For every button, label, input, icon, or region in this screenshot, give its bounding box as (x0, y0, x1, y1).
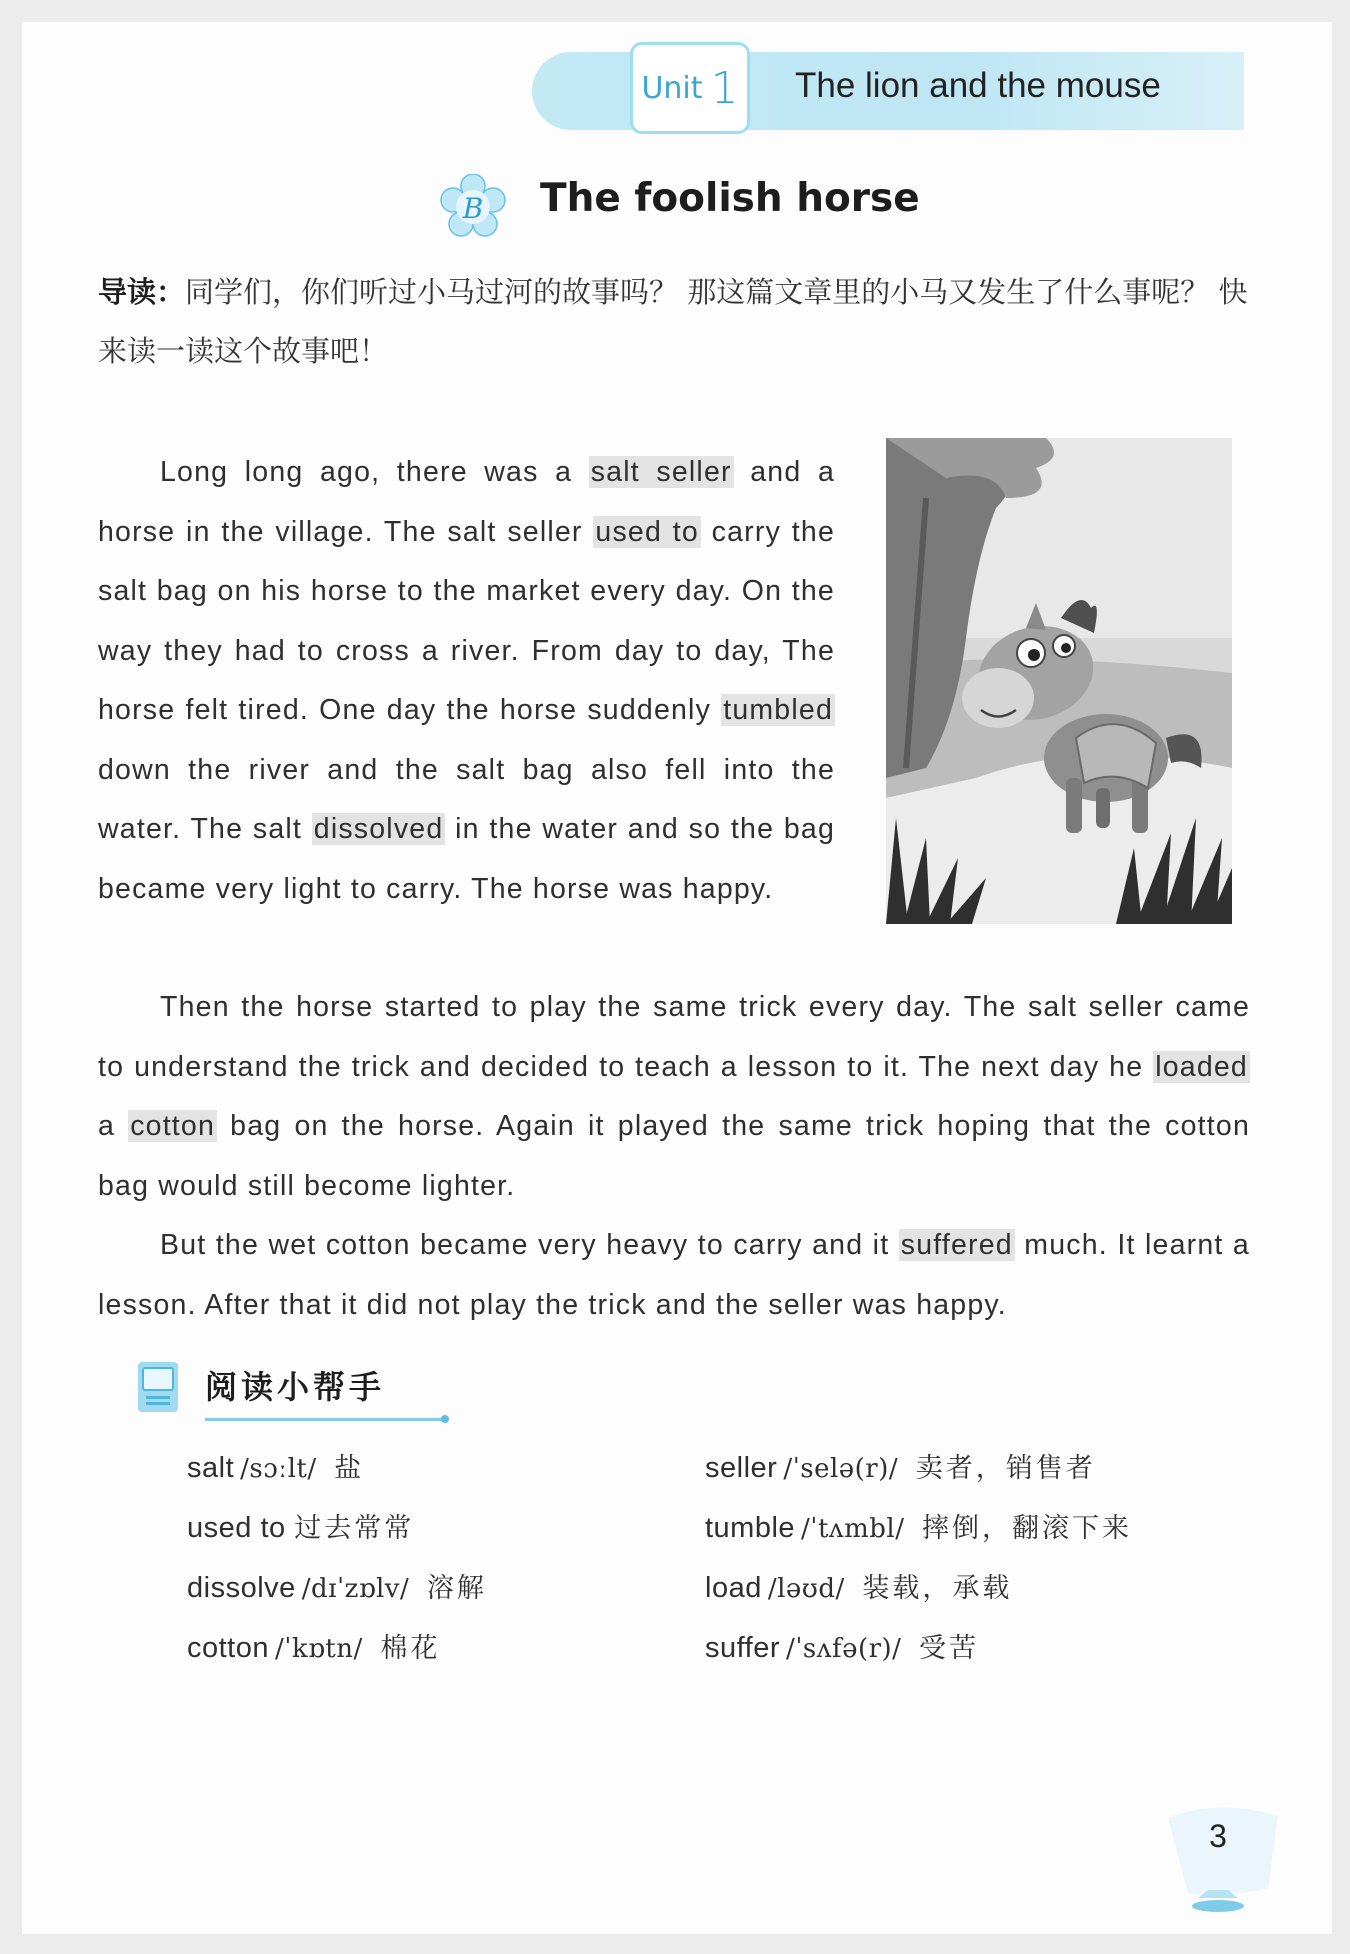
unit-title: The lion and the mouse (795, 66, 1161, 105)
vocab-highlight: loaded (1155, 1050, 1248, 1083)
vocab-ipa: /sɔːlt/ (240, 1454, 317, 1484)
vocab-highlight: dissolved (313, 813, 444, 845)
vocab-ipa: /ˈtʌmbl/ (801, 1514, 905, 1544)
story-text: and a horse in the village. The salt seller (98, 456, 835, 548)
vocab-highlight: salt seller (590, 456, 732, 488)
vocab-meaning: 过去常常 (294, 1513, 415, 1544)
vocab-meaning: 盐 (322, 1453, 365, 1484)
reading-helper-title: 阅读小帮手 (205, 1368, 386, 1406)
section-title: The foolish horse (540, 176, 920, 221)
vocab-meaning: 棉花 (368, 1633, 441, 1664)
helper-underline-dot (441, 1415, 449, 1423)
vocab-item (187, 1626, 440, 1665)
story-text: down the river and the salt bag also fell into the water. The salt (98, 753, 835, 845)
vocab-word: load (705, 1572, 762, 1604)
unit-word: Unit (641, 70, 703, 106)
story-text: But the wet cotton became very heavy to carry and it (160, 1229, 899, 1261)
vocab-word: suffer (705, 1632, 781, 1664)
vocab-highlight: cotton (130, 1110, 216, 1142)
helper-underline (205, 1418, 445, 1421)
book-computer-icon (132, 1358, 184, 1418)
vocab-item (705, 1506, 1132, 1545)
vocab-item (187, 1566, 487, 1605)
story-text: Long long ago, there was a (160, 456, 589, 488)
vocab-item (705, 1566, 1012, 1605)
vocab-word: tumble (705, 1512, 796, 1544)
story-text: carry the salt bag on his horse to the market every day. On the way they had to cross a river. From day to day, The horse felt tired. One day the horse suddenly (98, 515, 835, 726)
page-number: 3 (1209, 1818, 1227, 1854)
vocab-highlight: used to (595, 515, 699, 548)
vocab-item (705, 1446, 1096, 1485)
vocab-ipa: /ləʊd/ (767, 1574, 845, 1604)
story-text: much. It learnt a lesson. After that it did not play the trick and the seller was happy. (98, 1229, 1250, 1321)
story-paragraph-2 (98, 978, 1250, 1216)
story-paragraph-1 (98, 443, 835, 919)
vocab-highlight: suffered (900, 1229, 1013, 1261)
vocab-meaning: 装载，承载 (850, 1573, 1013, 1604)
vocab-highlight: tumbled (723, 694, 833, 726)
vocab-item (187, 1506, 414, 1545)
story-text: a (98, 1110, 129, 1142)
vocab-ipa: /ˈselə(r)/ (783, 1454, 899, 1484)
vocab-meaning: 卖者，销售者 (904, 1453, 1096, 1484)
vocab-ipa: /ˈkɒtn/ (275, 1634, 363, 1664)
page-number-decoration (1158, 1798, 1288, 1918)
story-text: in the water and so the bag became very light to carry. The horse was happy. (98, 813, 835, 905)
flower-badge-icon (440, 174, 506, 240)
vocab-item (705, 1626, 979, 1665)
vocab-word: used to (187, 1512, 286, 1544)
unit-number: 1 (710, 62, 739, 114)
horse-by-river-illustration (886, 438, 1232, 924)
section-badge-letter: B (462, 192, 484, 225)
vocab-ipa: /dɪˈzɒlv/ (301, 1574, 410, 1604)
story-text: Then the horse started to play the same trick every day. The salt seller came to understand the trick and decided to teach a lesson to it. The next day he (98, 991, 1250, 1083)
vocab-word: cotton (187, 1632, 269, 1664)
vocab-meaning: 溶解 (415, 1573, 487, 1604)
unit-badge (630, 42, 750, 134)
story-paragraph-3 (98, 1216, 1250, 1335)
intro-lead: 导读： (98, 275, 186, 309)
vocab-word: dissolve (187, 1572, 296, 1604)
story-text: bag on the horse. Again it played the same trick hoping that the cotton bag would still become lighter. (98, 1110, 1250, 1202)
vocab-word: seller (705, 1452, 778, 1484)
vocab-ipa: /ˈsʌfə(r)/ (786, 1634, 902, 1664)
vocab-meaning: 受苦 (907, 1633, 980, 1664)
intro-paragraph (98, 263, 1248, 381)
vocab-word: salt (187, 1452, 235, 1484)
vocab-meaning: 摔倒，翻滚下来 (910, 1513, 1133, 1544)
vocab-item (187, 1446, 364, 1485)
intro-text: 同学们，你们听过小马过河的故事吗？ 那这篇文章里的小马又发生了什么事呢？ 快来读一读这个故事吧！ (98, 275, 1248, 368)
